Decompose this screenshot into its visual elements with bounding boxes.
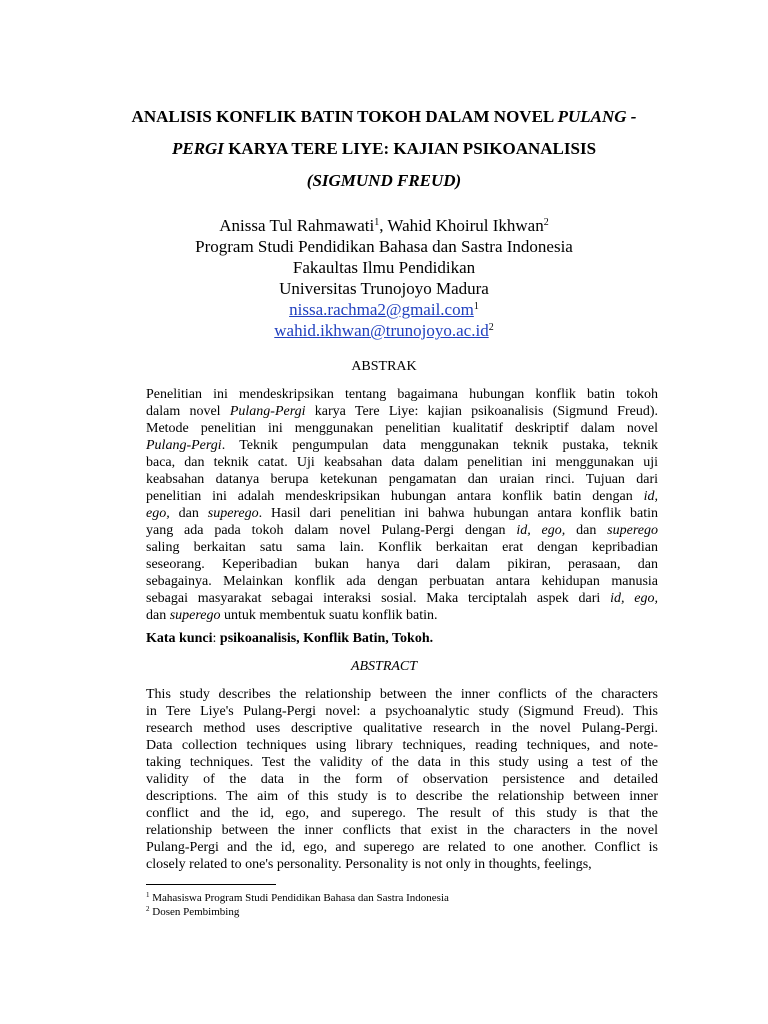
text-run: Pulang-Pergi and the id, ego, and superego are related to one another. Conflict is <box>146 840 658 855</box>
text-run: research method uses descriptive qualitative research in the novel Pulang-Pergi. <box>146 721 658 736</box>
text-line <box>146 754 658 771</box>
text-line <box>146 703 658 720</box>
text-line <box>146 522 658 539</box>
text-run: superego <box>169 608 221 623</box>
text-run: penelitian ini adalah mendeskripsikan hubungan antara konflik batin dengan <box>146 489 644 504</box>
keywords-label: Kata kunci <box>146 631 213 646</box>
text-line <box>146 788 658 805</box>
text-line <box>146 856 658 873</box>
footnote-divider <box>146 884 276 885</box>
title-line-1: ANALISIS KONFLIK BATIN TOKOH DALAM NOVEL PULANG - <box>131 107 637 126</box>
text-run: This study describes the relationship between the inner conflicts of the characters <box>146 687 658 702</box>
text-line <box>146 505 658 522</box>
text-line <box>146 607 658 624</box>
text-line <box>146 556 658 573</box>
text-run: karya Tere Liye: kajian psikoanalisis (Sigmund Freud). <box>305 404 659 419</box>
text-run: validity of the data in the form of observation persistence and detailed <box>146 772 658 787</box>
text-line <box>146 720 658 737</box>
text-line <box>146 822 658 839</box>
text-run: sebagainya. Melainkan konflik ada dengan perbuatan antara kehidupan manusia <box>146 574 658 589</box>
text-run: id, <box>643 489 658 504</box>
title-line-3: (SIGMUND FREUD) <box>306 171 462 190</box>
text-line <box>146 539 658 556</box>
text-run: Pulang-Pergi <box>229 404 306 419</box>
text-run: sebagai masyarakat sebagai interaksi sosial. Maka terciptalah aspek dari <box>146 591 611 606</box>
abstrak-heading: ABSTRAK <box>351 359 417 374</box>
title-line-2: PERGI KARYA TERE LIYE: KAJIAN PSIKOANALISIS <box>171 139 597 158</box>
text-run: Penelitian ini mendeskripsikan tentang bagaimana hubungan konflik batin tokoh <box>146 387 658 402</box>
text-run: taking techniques. Test the validity of the data in this study using a test of the <box>146 755 658 770</box>
email-link-1[interactable]: nissa.rachma2@gmail.com <box>289 300 474 319</box>
text-run: id, ego, <box>610 591 658 606</box>
text-run: dan <box>565 523 608 538</box>
affiliation-university: Universitas Trunojoyo Madura <box>279 279 489 298</box>
text-run: dan <box>169 506 208 521</box>
text-run: . Hasil dari penelitian ini bahwa hubungan antara konflik batin <box>258 506 658 521</box>
text-run: untuk membentuk suatu konflik batin. <box>220 608 438 623</box>
text-run: saling berkaitan satu sama lain. Konflik berkaitan erat dengan kepribadian <box>146 540 658 555</box>
footnotes <box>146 891 658 919</box>
email-line-2: $wahid.ikhwan@trunojoyo.ac.id^2$ <box>274 321 494 340</box>
text-run: descriptions. The aim of this study is to describe the relationship between inner <box>146 789 658 804</box>
text-run: Pulang-Pergi <box>146 438 222 453</box>
author-block <box>100 215 668 341</box>
text-run: keabsahan datanya berupa ketekunan pengamatan dan uraian rinci. Tujuan dari <box>146 472 658 487</box>
text-run: seseorang. Keperibadian bukan hanya dari dalam pikiran, perasaan, dan <box>146 557 658 572</box>
paper-title <box>100 101 668 197</box>
text-line <box>146 839 658 856</box>
text-run: id, ego, <box>516 523 566 538</box>
keywords-value: psikoanalisis, Konflik Batin, Tokoh. <box>219 631 434 646</box>
abstract-body <box>146 686 658 873</box>
text-line <box>146 471 658 488</box>
text-run: Metode penelitian ini menggunakan penelitian kualitatif deskriptif dalam novel <box>146 421 658 436</box>
text-run: conflict and the id, ego, and superego. The result of this study is that the <box>146 806 658 821</box>
text-run: ego, <box>146 506 170 521</box>
footnote-2: $^2$ Dosen Pembimbing <box>146 905 240 918</box>
text-line <box>146 454 658 471</box>
author-names: Anissa Tul Rahmawati$^1$, Wahid Khoirul Ikhwan$^2$ <box>219 216 549 235</box>
text-line <box>146 737 658 754</box>
text-run: dan <box>146 608 170 623</box>
text-line <box>146 437 658 454</box>
abstract-heading: ABSTRACT <box>350 659 418 674</box>
text-run: superego <box>207 506 259 521</box>
text-run: in Tere Liye's Pulang-Pergi novel: a psychoanalytic study (Sigmund Freud). This <box>146 704 658 719</box>
text-line <box>146 686 658 703</box>
text-run: dalam novel <box>146 404 230 419</box>
email-link-2[interactable]: wahid.ikhwan@trunojoyo.ac.id <box>274 321 489 340</box>
affiliation-program: Program Studi Pendidikan Bahasa dan Sastra Indonesia <box>195 237 573 256</box>
email-line-1: nissa.rachma2@gmail.com$^1$ <box>289 300 479 319</box>
text-run: superego <box>607 523 658 538</box>
text-line <box>146 403 658 420</box>
text-run: baca, dan teknik catat. Uji keabsahan data dalam penelitian ini menggunakan uji <box>146 455 658 470</box>
text-run: relationship between the inner conflicts that exist in the characters in the novel <box>146 823 658 838</box>
text-line <box>146 573 658 590</box>
text-run: yang ada pada tokoh dalam novel Pulang-Pergi dengan <box>146 523 517 538</box>
text-line <box>146 805 658 822</box>
text-run: Data collection techniques using library techniques, reading techniques, and note- <box>146 738 658 753</box>
text-line <box>146 590 658 607</box>
text-run: . Teknik pengumpulan data menggunakan teknik pustaka, teknik <box>221 438 658 453</box>
footnote-1: $^1$ Mahasiswa Program Studi Pendidikan Bahasa dan Sastra Indonesia <box>146 891 449 904</box>
text-line <box>146 488 658 505</box>
text-run: closely related to one's personality. Personality is not only in thoughts, feelings, <box>146 857 592 872</box>
keywords-line: Kata kunci: psikoanalisis, Konflik Batin, Tokoh. <box>146 631 434 646</box>
text-line <box>146 771 658 788</box>
text-line <box>146 386 658 403</box>
abstrak-body <box>146 386 658 624</box>
text-line <box>146 420 658 437</box>
affiliation-faculty: Fakaultas Ilmu Pendidikan <box>292 258 476 277</box>
